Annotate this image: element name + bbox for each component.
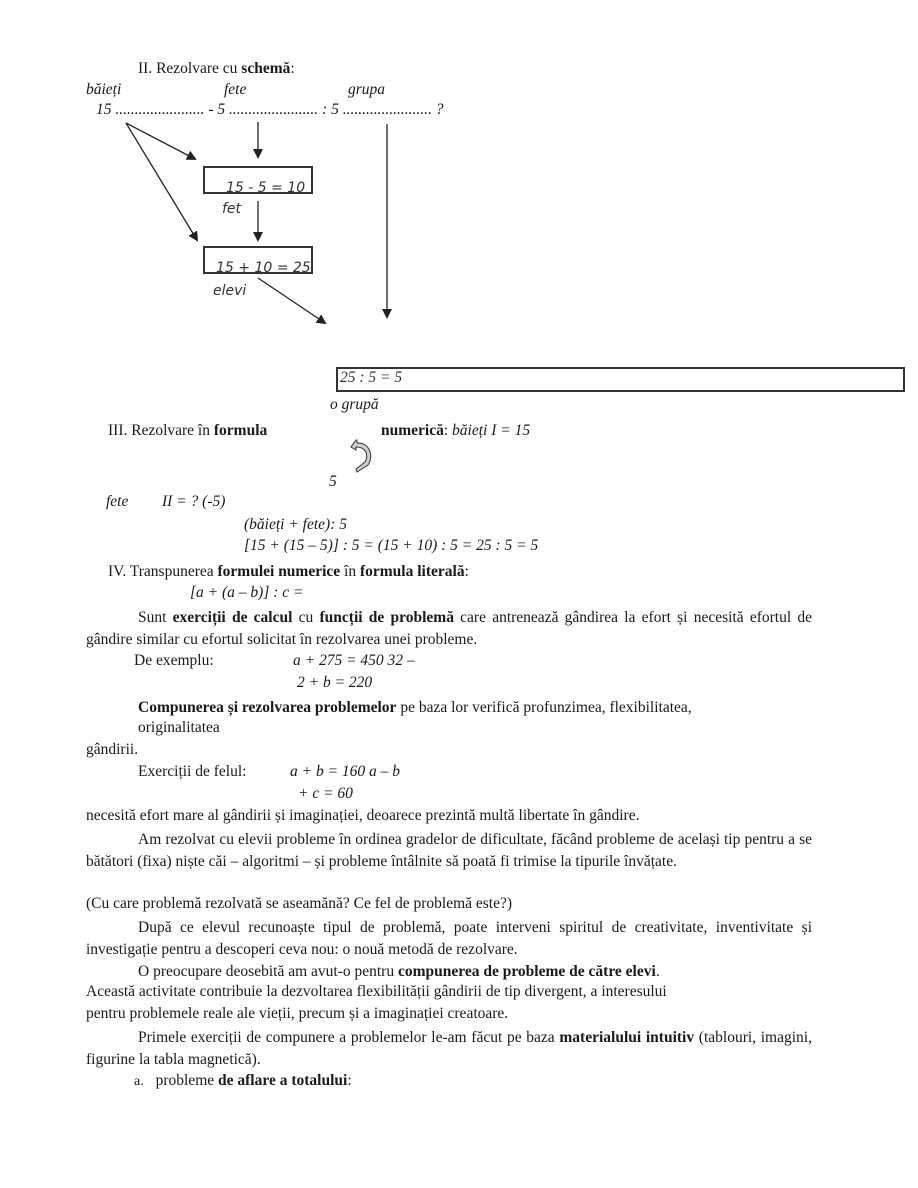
scheme-line: 15 ....................... - 5 ....................... : 5 ....................... ?	[96, 101, 444, 118]
paragraph-composition-students-line2: Această activitate contribuie la dezvoltarea flexibilității gândirii de tip divergent, a interesului	[86, 983, 667, 1000]
section-2-heading: II. Rezolvare cu schemă:	[138, 60, 295, 77]
formula-numeric: [15 + (15 – 5)] : 5 = (15 + 10) : 5 = 25 : 5 = 5	[244, 537, 539, 554]
curved-arrow-icon	[351, 440, 371, 472]
paragraph-creativity: După ce elevul recunoaște tipul de problemă, poate interveni spiritul de creativitate, inventivitate și investigație pentru a descoperi ceva nou: o nouă metodă de rezolvare.	[86, 919, 812, 958]
section-3-heading: III. Rezolvare în formula	[108, 422, 268, 439]
arrow-box2-to-box3	[258, 278, 325, 323]
paragraph-question: (Cu care problemă rezolvată se aseamănă? Ce fel de problemă este?)	[86, 895, 513, 912]
label-boys: băieți	[86, 81, 122, 98]
scheme-box-girls-expr: 15 - 5 = 10	[226, 180, 306, 196]
paragraph-composition-students-line3: pentru problemele reale ale vieții, precum și a imaginației creatoare.	[86, 1005, 509, 1022]
paragraph-exercises: Sunt exerciții de calcul cu funcții de problemă care antrenează gândirea la efort și necesită efortul de gândire similar cu efortul solicitat în rezolvarea unei probleme.	[86, 609, 813, 648]
scheme-box-total-expr: 15 + 10 = 25	[216, 260, 311, 276]
scheme-box-group-label: o grupă	[330, 396, 379, 413]
example-line-1: a + 275 = 450 32 –	[293, 652, 415, 669]
section-4-heading: IV. Transpunerea formulei numerice în formula literală:	[108, 563, 469, 580]
example-label: De exemplu:	[134, 652, 214, 669]
paragraph-solved: Am rezolvat cu elevii probleme în ordinea gradelor de dificultate, făcând probleme de același tip pentru a se bătători (fixa) niște căi – algoritmi – și probleme întâlnite să poată fi trimise la tipurile învățate.	[86, 831, 812, 870]
exercise-line-2: + c = 60	[298, 785, 353, 802]
section-3-heading-cont: numerică: băieți I = 15	[381, 422, 531, 439]
scheme-box-group-expr: 25 : 5 = 5	[340, 369, 403, 386]
paragraph-composition-line3: gândirii.	[86, 741, 139, 758]
paragraph-intuitive: Primele exerciții de compunere a problemelor le-am făcut pe baza materialului intuitiv (tablouri, imagini, figurine la tabla magnetică).	[86, 1029, 812, 1068]
paragraph-composition-students: O preocupare deosebită am avut-o pentru compunerea de probleme de către elevi.	[138, 963, 660, 980]
list-item-a: a. probleme de aflare a totalului:	[134, 1072, 352, 1089]
literal-formula: [a + (a – b)] : c =	[190, 584, 304, 601]
exercise-line-1: a + b = 160 a – b	[290, 763, 401, 780]
scheme-box-group	[336, 367, 905, 392]
label-girls: fete	[224, 81, 247, 98]
scheme-box-girls-label: fet	[222, 201, 242, 217]
arrow-boys-to-box2	[126, 123, 197, 240]
paragraph-effort: necesită efort mare al gândirii și imaginației, deoarece prezintă multă libertate în gândire.	[86, 807, 640, 824]
example-line-2: 2 + b = 220	[297, 674, 373, 691]
scheme-box-total-label: elevi	[213, 283, 247, 299]
arrow-boys-to-box1	[126, 123, 195, 159]
paragraph-composition-line2: originalitatea	[138, 719, 220, 736]
exercise-label: Exerciții de felul:	[138, 763, 247, 780]
girls-expr: II = ? (-5)	[162, 493, 226, 510]
formula-words: (băieți + fete): 5	[244, 516, 347, 533]
label-group: grupa	[348, 81, 386, 98]
list-marker: a.	[134, 1074, 144, 1089]
girls-label: fete	[106, 493, 129, 510]
divisor-five: 5	[329, 473, 337, 490]
paragraph-composition: Compunerea și rezolvarea problemelor pe baza lor verifică profunzimea, flexibilitatea,	[138, 699, 692, 716]
